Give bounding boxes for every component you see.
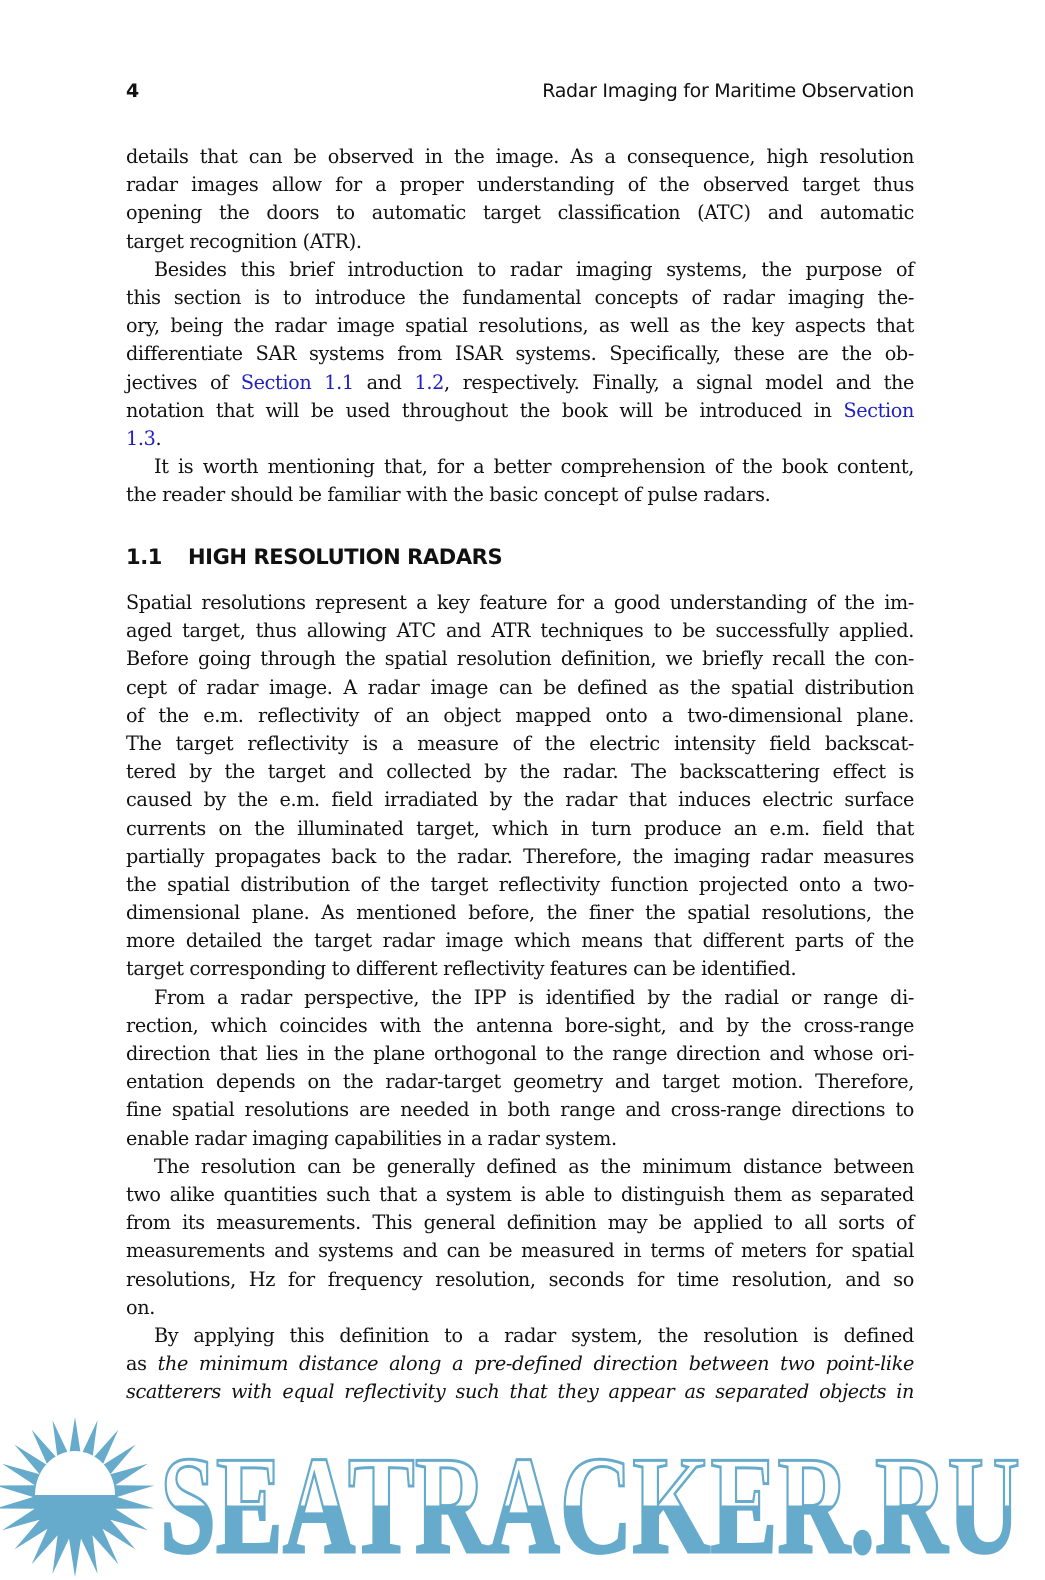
paragraph: [126, 1322, 914, 1407]
text-line: [126, 1378, 914, 1406]
text-span: measurements and systems and can be measured in terms of meters for spatial: [126, 1239, 914, 1263]
text-line: [126, 674, 914, 702]
text-line: [126, 899, 914, 927]
text-line: [126, 589, 914, 617]
text-span: , respectively. Finally, a signal model and the: [443, 370, 914, 394]
intro-text: [126, 143, 914, 509]
text-span: two alike quantities such that a system is able to distinguish them as separated: [126, 1182, 914, 1206]
text-span: opening the doors to automatic target classification (ATC) and automatic: [126, 201, 914, 225]
text-line: [126, 340, 914, 368]
text-span: the spatial distribution of the target reflectivity function projected onto a two-: [126, 872, 914, 896]
text-span: scatterers with equal reflectivity such that they appear as separated objects in: [126, 1380, 914, 1404]
text-span: the reader should be familiar with the basic concept of pulse radars.: [126, 483, 771, 507]
section-title: HIGH RESOLUTION RADARS: [188, 545, 503, 569]
paragraph: [126, 984, 914, 1153]
text-span: enable radar imaging capabilities in a radar system.: [126, 1126, 617, 1150]
section-text: [126, 589, 914, 1406]
text-line: [126, 955, 914, 983]
text-span: more detailed the target radar image which means that different parts of the: [126, 929, 914, 953]
text-span: From a radar perspective, the IPP is identified by the radial or range di-: [154, 985, 914, 1009]
text-line: [126, 1012, 914, 1040]
text-line: [126, 1096, 914, 1124]
text-span: of the e.m. reflectivity of an object mapped onto a two-dimensional plane.: [126, 703, 914, 727]
text-span: this section is to introduce the fundamental concepts of radar imaging the-: [126, 285, 914, 309]
text-line: [126, 199, 914, 227]
text-span: and: [353, 370, 415, 394]
text-span: ory, being the radar image spatial resolutions, as well as the key aspects that: [126, 314, 914, 338]
text-span: tered by the target and collected by the radar. The backscattering effect is: [126, 760, 914, 784]
cross-reference-link[interactable]: 1.3: [126, 426, 156, 450]
text-line: [126, 143, 914, 171]
text-span: details that can be observed in the image. As a consequence, high resolution: [126, 145, 914, 168]
page-number: 4: [126, 80, 140, 102]
text-line: [126, 369, 914, 397]
text-span: radar images allow for a proper understanding of the observed target thus: [126, 173, 914, 197]
text-line: [126, 1266, 914, 1294]
book-title: Radar Imaging for Maritime Observation: [542, 80, 914, 102]
text-line: [126, 645, 914, 673]
text-span: entation depends on the radar-target geometry and target motion. Therefore,: [126, 1070, 914, 1094]
text-span: .: [155, 426, 162, 450]
text-span: fine spatial resolutions are needed in both range and cross-range directions to: [126, 1098, 914, 1122]
paragraph: [126, 589, 914, 984]
sun-icon: [0, 1417, 154, 1577]
watermark-text: SEATRACKER.RU: [160, 1428, 1020, 1580]
text-span: Besides this brief introduction to radar imaging systems, the purpose of: [154, 257, 914, 281]
text-line: [126, 702, 914, 730]
text-span: differentiate SAR systems from ISAR systems. Specifically, these are the ob-: [126, 342, 914, 366]
text-line: [126, 1153, 914, 1181]
text-line: [126, 730, 914, 758]
paragraph: [126, 1153, 914, 1322]
text-span: caused by the e.m. field irradiated by the radar that induces electric surface: [126, 788, 914, 812]
text-line: [126, 617, 914, 645]
text-line: [126, 312, 914, 340]
text-span: partially propagates back to the radar. Therefore, the imaging radar measures: [126, 844, 914, 868]
text-line: [126, 758, 914, 786]
text-line: [126, 1322, 914, 1350]
cross-reference-link[interactable]: 1.2: [414, 370, 444, 394]
text-line: [126, 481, 914, 509]
text-span: By applying this definition to a radar system, the resolution is defined: [154, 1323, 914, 1347]
text-span: resolutions, Hz for frequency resolution, seconds for time resolution, and so: [126, 1267, 914, 1291]
text-line: [126, 815, 914, 843]
text-line: [126, 171, 914, 199]
text-span: as: [126, 1352, 158, 1376]
text-line: [126, 425, 914, 453]
text-line: [126, 284, 914, 312]
text-span: The resolution can be generally defined as the minimum distance between: [154, 1154, 914, 1178]
text-line: [126, 927, 914, 955]
text-line: [126, 453, 914, 481]
text-line: [126, 1181, 914, 1209]
text-span: jectives of: [126, 370, 241, 394]
cross-reference-link[interactable]: Section: [843, 398, 914, 422]
text-span: currents on the illuminated target, which in turn produce an e.m. field that: [126, 816, 914, 840]
text-span: rection, which coincides with the antenna bore-sight, and by the cross-range: [126, 1013, 914, 1037]
text-line: [126, 843, 914, 871]
text-span: notation that will be used throughout the book will be introduced in: [126, 398, 844, 422]
text-line: [126, 228, 914, 256]
paragraph: [126, 256, 914, 453]
cross-reference-link[interactable]: Section 1.1: [240, 370, 354, 394]
text-span: Spatial resolutions represent a key feature for a good understanding of the im-: [126, 591, 914, 614]
text-line: [126, 256, 914, 284]
section-heading: [126, 545, 502, 569]
text-span: the minimum distance along a pre-defined direction between two point-like: [157, 1352, 914, 1376]
text-span: target recognition (ATR).: [126, 229, 362, 253]
section-number: 1.1: [126, 545, 163, 569]
text-line: [126, 786, 914, 814]
text-line: [126, 397, 914, 425]
text-span: It is worth mentioning that, for a better comprehension of the book content,: [154, 455, 914, 479]
text-span: on.: [126, 1295, 155, 1319]
text-line: [126, 1040, 914, 1068]
paragraph: [126, 143, 914, 256]
text-line: [126, 871, 914, 899]
watermark-logo: [0, 1412, 1045, 1580]
text-span: cept of radar image. A radar image can be defined as the spatial distribution: [126, 675, 914, 699]
text-line: [126, 1294, 914, 1322]
text-span: target corresponding to different reflectivity features can be identified.: [126, 957, 797, 981]
text-span: dimensional plane. As mentioned before, the finer the spatial resolutions, the: [126, 901, 914, 925]
text-span: Before going through the spatial resolution definition, we briefly recall the con-: [126, 647, 914, 671]
text-span: from its measurements. This general definition may be applied to all sorts of: [126, 1211, 914, 1235]
text-line: [126, 1068, 914, 1096]
paragraph: [126, 453, 914, 509]
text-line: [126, 1350, 914, 1378]
text-line: [126, 984, 914, 1012]
text-line: [126, 1209, 914, 1237]
text-line: [126, 1125, 914, 1153]
text-span: aged target, thus allowing ATC and ATR techniques to be successfully applied.: [126, 619, 914, 643]
running-header: [126, 80, 914, 110]
text-line: [126, 1237, 914, 1265]
text-span: direction that lies in the plane orthogonal to the range direction and whose ori-: [126, 1042, 914, 1065]
text-span: The target reflectivity is a measure of the electric intensity field backscat-: [126, 731, 914, 755]
